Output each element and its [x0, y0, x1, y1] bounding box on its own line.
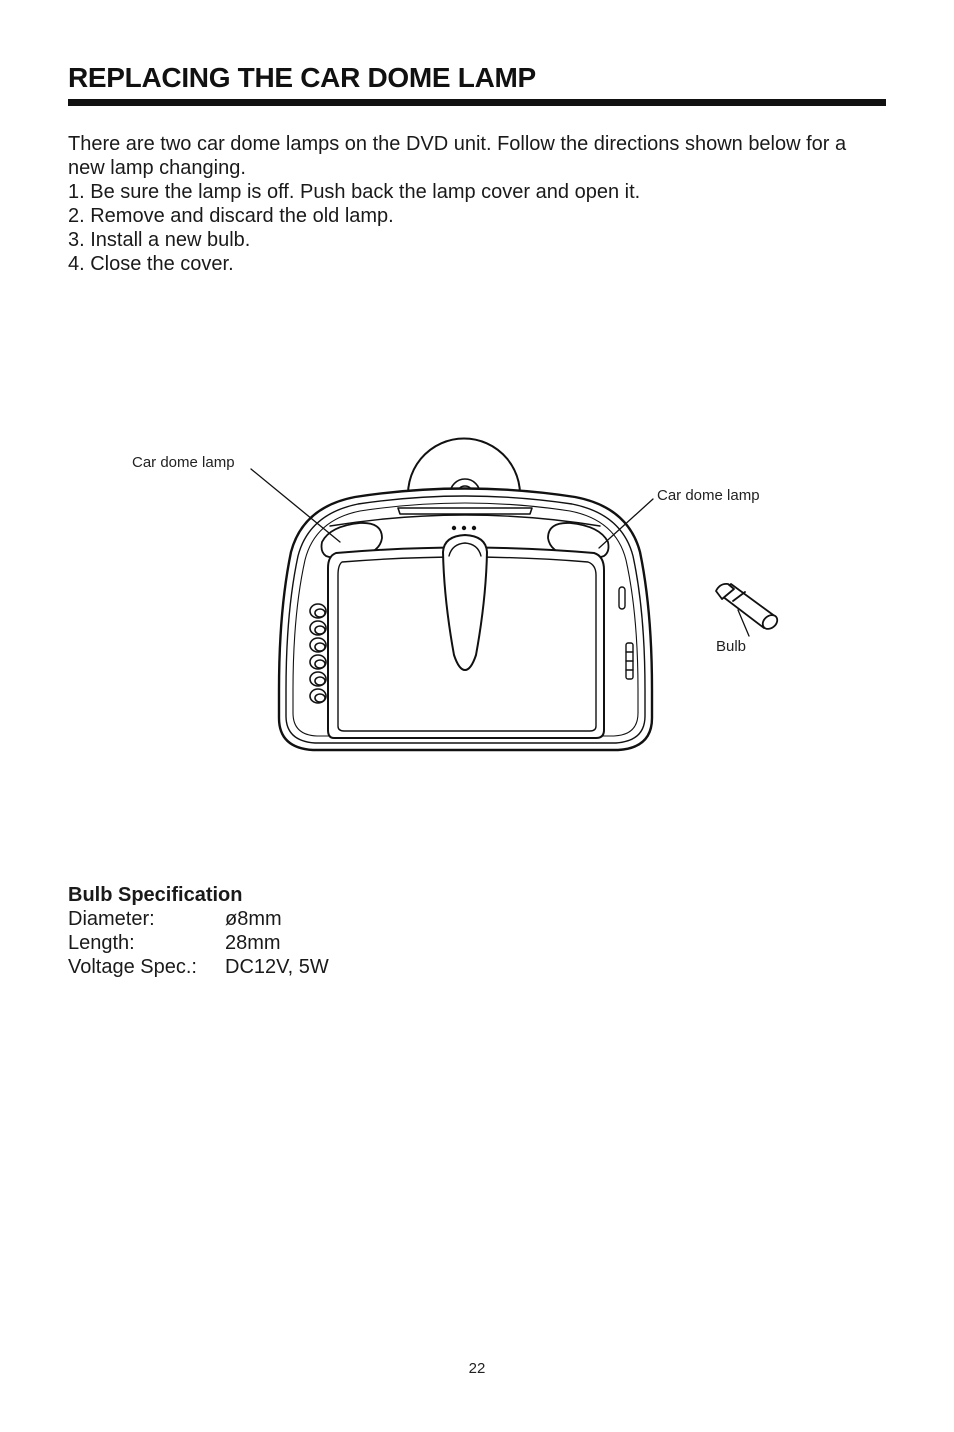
spec-label: Length: [68, 932, 135, 954]
title-rule [68, 99, 886, 106]
spec-row-length [68, 931, 329, 955]
spec-heading: Bulb Specification [68, 884, 243, 906]
disc-slot [398, 508, 532, 514]
callout-left-dome-lamp: Car dome lamp [132, 454, 235, 471]
callout-bulb: Bulb [716, 638, 747, 655]
spec-value: ø8mm [225, 908, 282, 930]
spec-value: DC12V, 5W [225, 956, 329, 978]
spec-value: 28mm [225, 932, 281, 954]
instructions [68, 132, 888, 276]
step-2: 2. Remove and discard the old lamp. [68, 205, 394, 227]
indicator-dots [452, 526, 475, 529]
step-3: 3. Install a new bulb. [68, 229, 251, 251]
step-4: 4. Close the cover. [68, 253, 234, 275]
bulb-icon [716, 584, 780, 632]
spec-row-diameter [68, 907, 329, 931]
intro-paragraph: There are two car dome lamps on the DVD unit. Follow the directions shown below for a new lamp changing. [68, 133, 847, 179]
spec-label: Diameter: [68, 908, 155, 930]
dvd-unit-figure [0, 400, 954, 800]
spec-row-voltage [68, 955, 329, 979]
spec-label: Voltage Spec.: [68, 956, 197, 978]
bulb-specification [68, 883, 329, 979]
callout-right-dome-lamp: Car dome lamp [657, 487, 760, 504]
page-number: 22 [468, 1360, 486, 1377]
page-title: REPLACING THE CAR DOME LAMP [68, 62, 536, 93]
step-1: 1. Be sure the lamp is off. Push back the lamp cover and open it. [68, 181, 641, 203]
